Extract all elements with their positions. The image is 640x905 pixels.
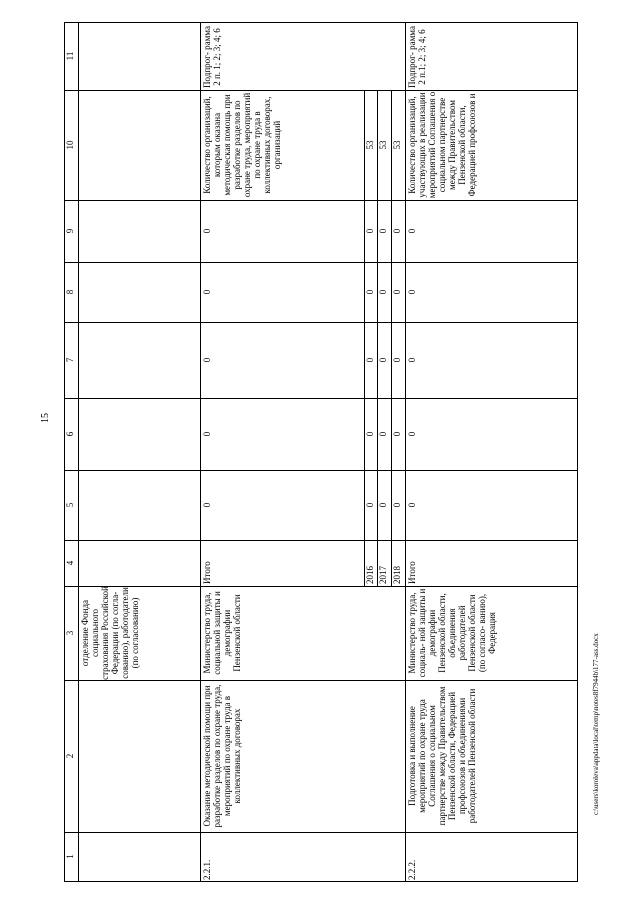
year-label: 2016 — [365, 566, 375, 584]
row-divider — [64, 262, 578, 263]
row-divider — [64, 200, 578, 201]
itogo-label: Итого — [407, 561, 417, 584]
row-divider — [64, 540, 578, 541]
itogo-value: 0 — [202, 357, 212, 363]
year-label: 2018 — [392, 566, 402, 584]
itogo-value: 0 — [407, 228, 417, 234]
indicator-text: Количество организаций, которым оказана методическая помощь при разработке разделов по охране труда, мероприятий по охране труда в коллективных договорах, организаций — [202, 92, 282, 198]
table-border-top — [64, 22, 578, 23]
year-value: 0 — [378, 228, 388, 234]
table-border-bottom — [64, 881, 578, 882]
year-value: 0 — [378, 357, 388, 363]
column-number-1: 1 — [65, 854, 75, 859]
column-divider — [78, 22, 79, 882]
year-indicator: 53 — [378, 140, 388, 150]
column-number-8: 8 — [65, 289, 75, 295]
row-number: 2.2.2. — [407, 859, 417, 880]
column-divider — [405, 22, 406, 882]
year-value: 0 — [365, 431, 375, 437]
year-value: 0 — [365, 228, 375, 234]
itogo-value: 0 — [202, 228, 212, 234]
itogo-label: Итого — [202, 561, 212, 584]
indicator-text: Количество организаций, участвующих в реализации мероприятий Соглашения о социальном партнерстве между Правительством Пензенской области, Федерацией профсоюзов и — [407, 91, 477, 199]
subprogram-ref: Подпрог- рамма 2 п.1; 2; 3; 4; 6 — [407, 26, 427, 88]
row-number: 2.2.1. — [202, 859, 212, 880]
year-value: 0 — [378, 289, 388, 295]
itogo-value: 0 — [202, 431, 212, 437]
executor-cell: Министерство труда, социальной защиты и демографии Пензенской области — [202, 591, 242, 675]
column-number-4: 4 — [65, 560, 75, 566]
itogo-value: 0 — [202, 502, 212, 508]
column-number-7: 7 — [65, 357, 75, 363]
page-number: 15 — [40, 413, 51, 423]
year-value: 0 — [378, 431, 388, 437]
row-divider — [64, 470, 578, 471]
column-divider — [200, 22, 201, 882]
executor-cell: Министерство труда, социаль- ной защиты и демографии Пензенской области, объединения работодателей Пензенской области (по согласо- ванию), Федерация — [407, 588, 497, 678]
table-border-right — [577, 22, 578, 882]
year-value: 0 — [392, 357, 402, 363]
year-value: 0 — [392, 502, 402, 508]
row-divider — [64, 398, 578, 399]
itogo-value: 0 — [407, 357, 417, 363]
row-title: Подготовка и выполнение мероприятий по охране труда Соглашения о социальном партнерстве между Правительством Пензенской области, Федерацией профсоюзов и объединениями работодателей Пензенской области — [407, 686, 477, 826]
year-value: 0 — [392, 431, 402, 437]
column-number-5: 5 — [65, 502, 75, 508]
row-divider — [64, 680, 578, 681]
column-number-11: 11 — [65, 51, 75, 61]
subprogram-ref: Подпрог- рамма 2 п. 1; 2; 3; 4; 6 — [202, 26, 222, 88]
year-value: 0 — [378, 502, 388, 508]
column-number-2: 2 — [65, 753, 75, 759]
itogo-value: 0 — [407, 431, 417, 437]
itogo-value: 0 — [407, 289, 417, 295]
footer-file-path: c:\users\koroleva\appdata\local\temp\notes8f7944b\177-ass.docx — [592, 633, 600, 815]
row-divider — [64, 322, 578, 323]
column-number-6: 6 — [65, 431, 75, 437]
itogo-value: 0 — [202, 289, 212, 295]
row-divider — [64, 832, 578, 833]
year-value: 0 — [365, 502, 375, 508]
column-number-9: 9 — [65, 228, 75, 234]
column-number-10: 10 — [65, 140, 75, 150]
itogo-value: 0 — [407, 502, 417, 508]
year-label: 2017 — [378, 566, 388, 584]
year-indicator: 53 — [392, 140, 402, 150]
year-indicator: 53 — [365, 140, 375, 150]
year-value: 0 — [392, 289, 402, 295]
column-number-3: 3 — [65, 630, 75, 636]
executor-cell-continued: отделение Фонда социального страхования Российской Федерации (по согла- сованию), работодатели (по согласованию) — [80, 586, 140, 680]
year-value: 0 — [392, 228, 402, 234]
year-value: 0 — [365, 289, 375, 295]
year-value: 0 — [365, 357, 375, 363]
row-title: Оказание методической помощи при разработке разделов по охране труда, мероприятий по охране труда в коллективных договорах — [202, 684, 242, 828]
